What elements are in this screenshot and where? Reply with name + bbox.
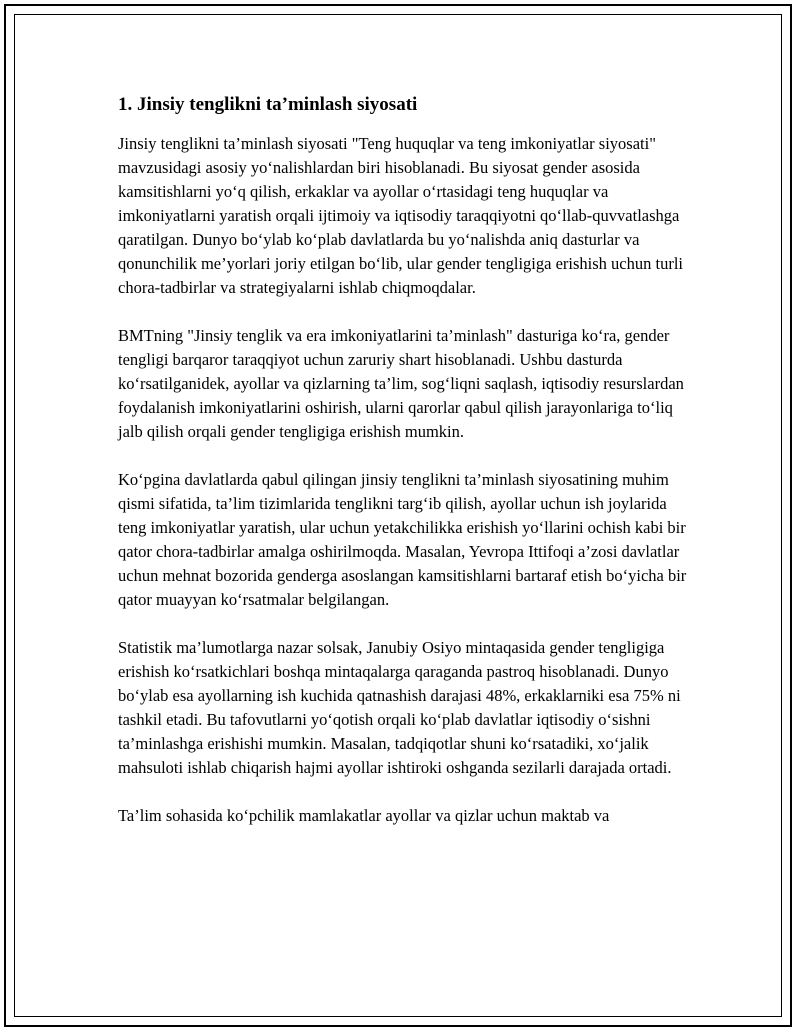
paragraph-1: Jinsiy tenglikni ta’minlash siyosati "Teng huquqlar va teng imkoniyatlar siyosati" mavzusidagi asosiy yo‘nalishlardan biri hisoblanadi. Bu siyosat gender asosida kamsitishlarni yo‘q qilish, erkaklar va ayollar o‘rtasidagi teng huquqlar va imkoniyatlarni yaratish orqali ijtimoiy va iqtisodiy taraqqiyotni qo‘llab-quvvatlashga qaratilgan. Dunyo bo‘ylab ko‘plab davlatlarda bu yo‘nalishda aniq dasturlar va qonunchilik me’yorlari joriy etilgan bo‘lib, ular gender tengligiga erishish uchun turli chora-tadbirlar va strategiyalarni ishlab chiqmoqdalar. (118, 134, 683, 297)
paragraph-3: Ko‘pgina davlatlarda qabul qilingan jinsiy tenglikni ta’minlash siyosatining muhim qismi sifatida, ta’lim tizimlarida tenglikni targ‘ib qilish, ayollar uchun ish joylarida teng imkoniyatlar yaratish, ular uchun yetakchilikka erishish yo‘llarini ochish kabi bir qator chora-tadbirlar amalga oshirilmoqda. Masalan, Yevropa Ittifoqi a’zosi davlatlar uchun mehnat bozorida genderga asoslangan kamsitishlarni bartaraf etish bo‘yicha bir qator muayyan ko‘rsatmalar belgilangan. (118, 470, 687, 609)
paragraph-2: BMTning "Jinsiy tenglik va era imkoniyatlarini ta’minlash" dasturiga ko‘ra, gender tengligi barqaror taraqqiyot uchun zaruriy shart hisoblanadi. Ushbu dasturda ko‘rsatilganidek, ayollar va qizlarning ta’lim, sog‘liqni saqlash, iqtisodiy resurslardan foydalanish imkoniyatlarini oshirish, ularni qarorlar qabul qilish jarayonlariga to‘liq jalb qilish orqali gender tengligiga erishish mumkin. (118, 326, 684, 441)
section-heading: 1. Jinsiy tenglikni ta’minlash siyosati (118, 94, 418, 115)
document-body (118, 90, 698, 852)
paragraph-4: Statistik ma’lumotlarga nazar solsak, Janubiy Osiyo mintaqasida gender tengligiga erishish ko‘rsatkichlari boshqa mintaqalarga qaraganda pastroq hisoblanadi. Dunyo bo‘ylab esa ayollarning ish kuchida qatnashish darajasi 48%, erkaklarniki esa 75% ni tashkil etadi. Bu tafovutlarni yo‘qotish orqali ko‘plab davlatlar iqtisodiy o‘sishni ta’minlashga erishishi mumkin. Masalan, tadqiqotlar shuni ko‘rsatadiki, xo‘jalik mahsuloti ishlab chiqarish hajmi ayollar ishtiroki oshganda sezilarli darajada ortadi. (118, 638, 681, 777)
paragraph-5: Ta’lim sohasida ko‘pchilik mamlakatlar ayollar va qizlar uchun maktab va (118, 806, 610, 825)
